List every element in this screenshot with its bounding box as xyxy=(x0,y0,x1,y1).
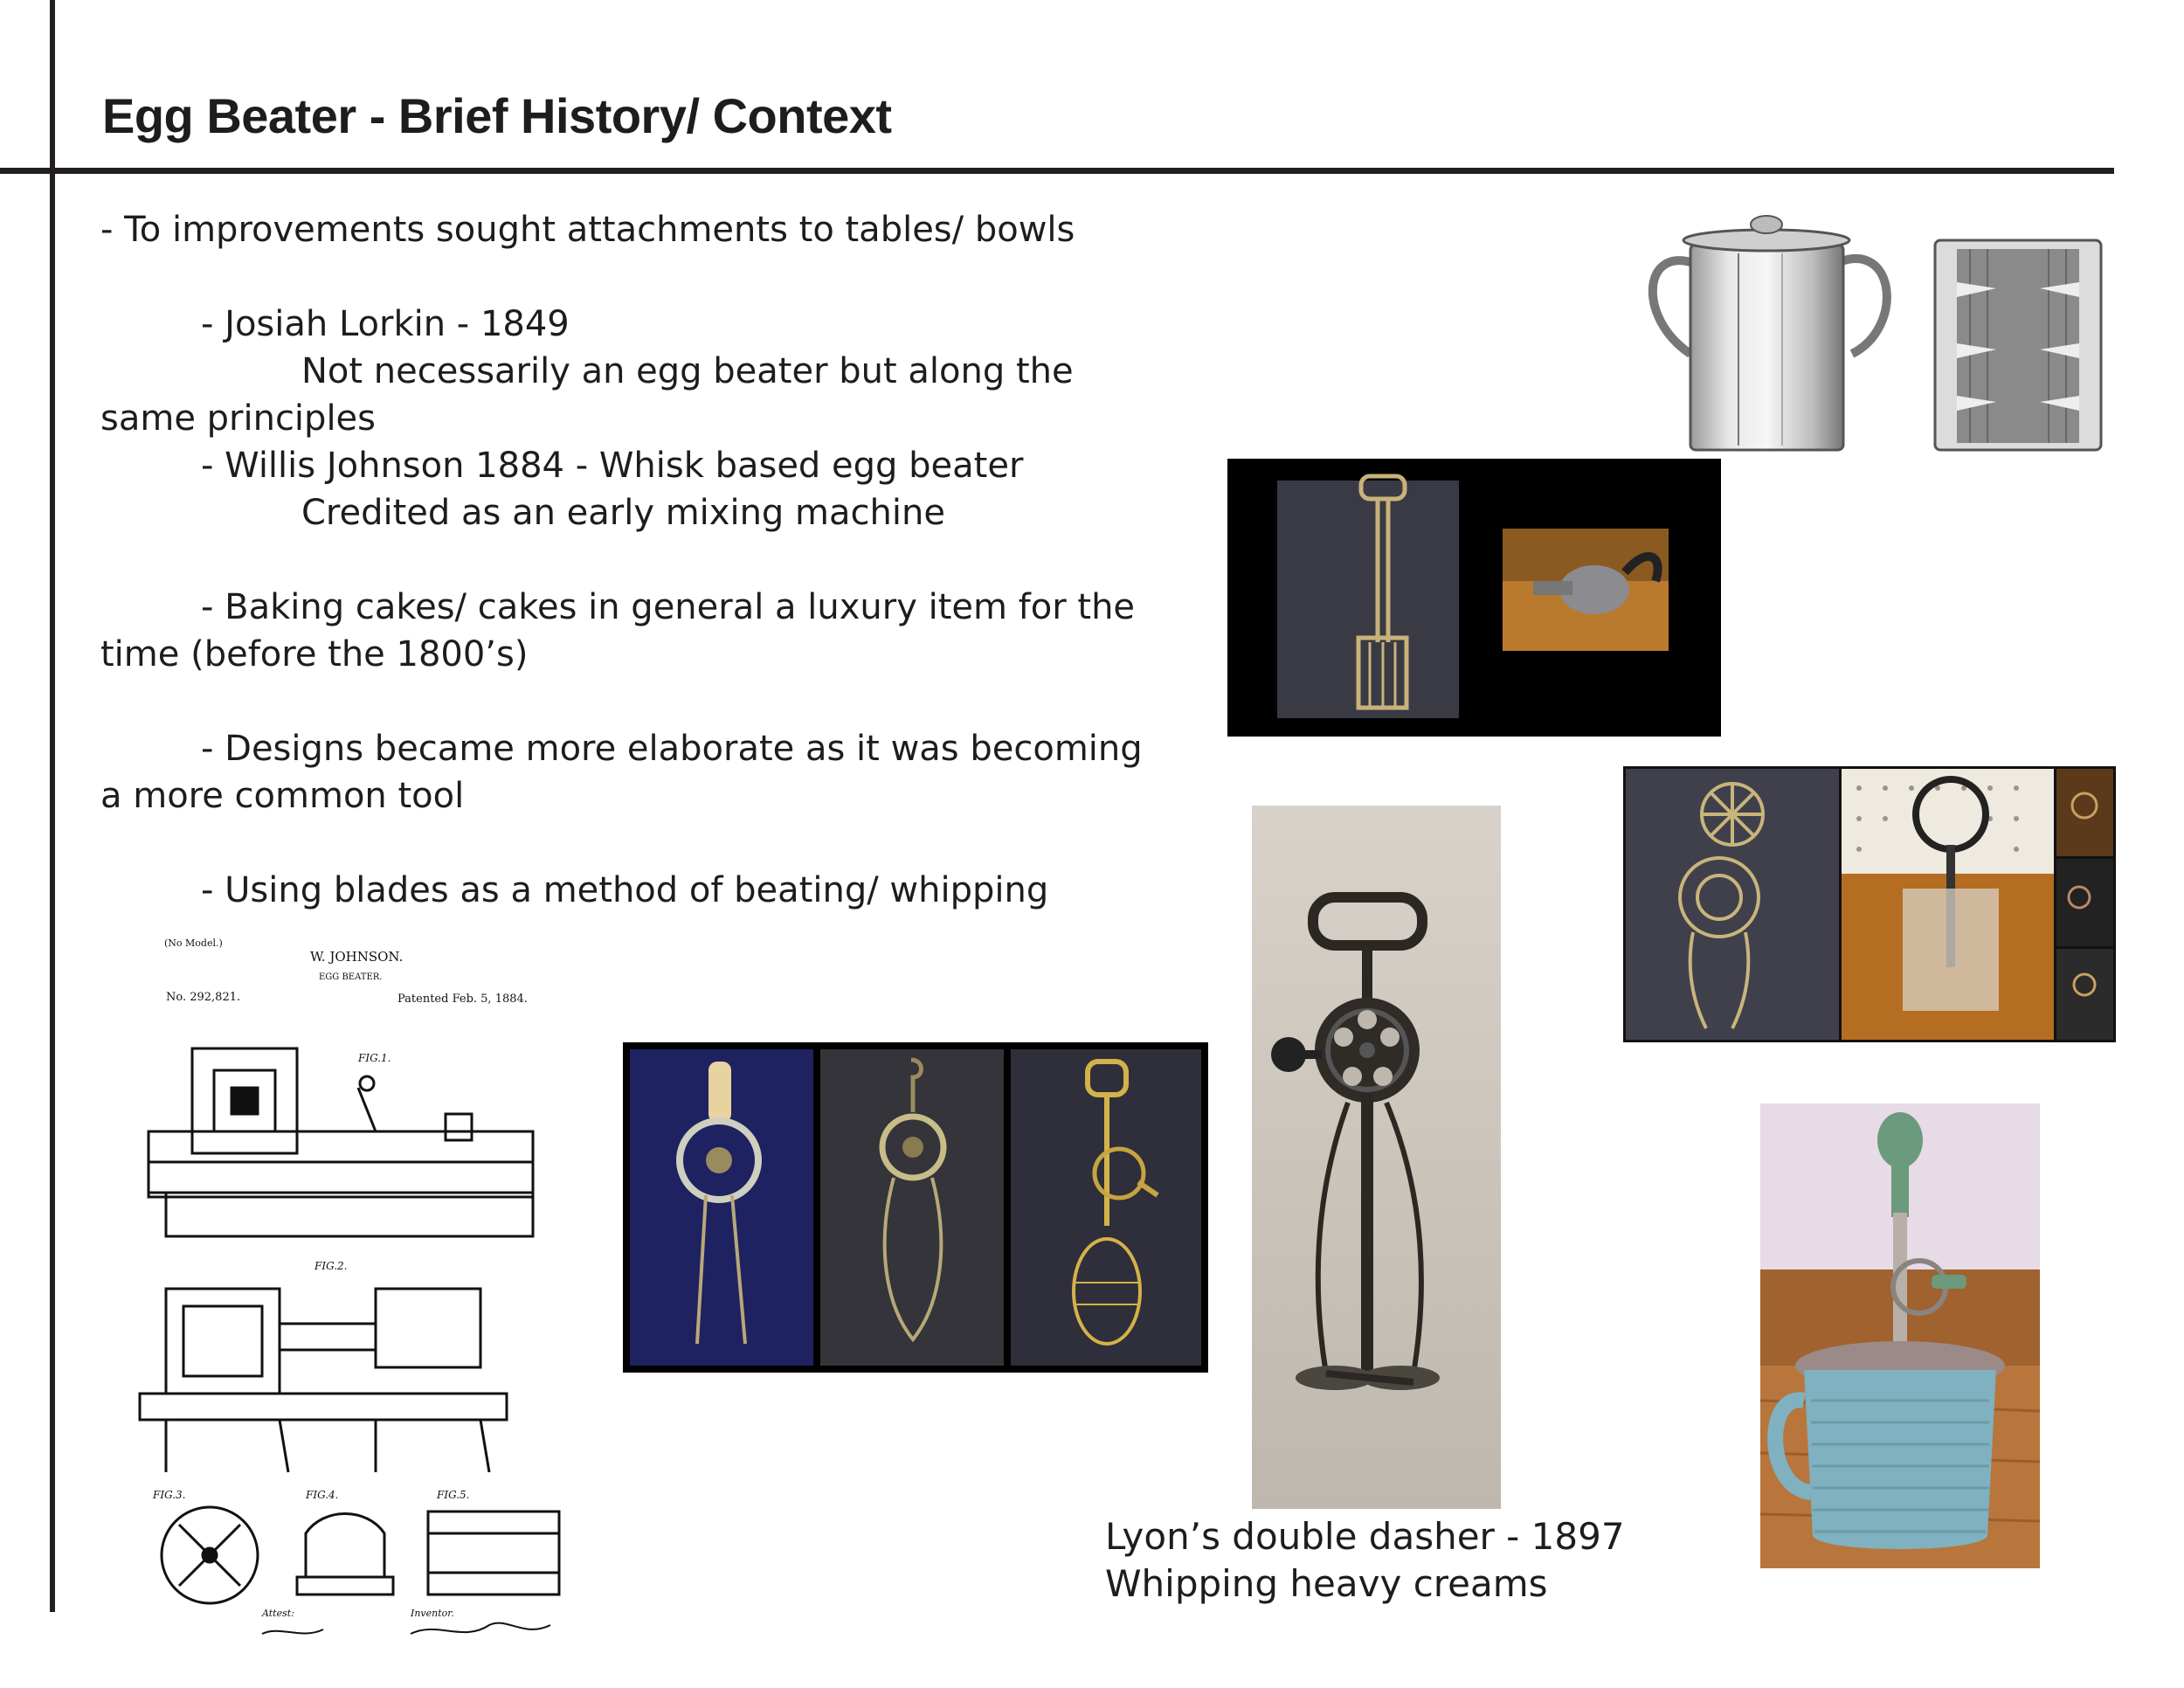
page-vertical-rule xyxy=(50,0,55,1612)
patent-subject: EGG BEATER. xyxy=(319,972,383,982)
note-line: - To improvements sought attachments to tables/ bowls xyxy=(100,210,1075,250)
patent-attest-label: Attest: xyxy=(262,1608,294,1619)
caption-line-2: Whipping heavy creams xyxy=(1105,1562,1548,1605)
note-line: Credited as an early mixing machine xyxy=(301,493,945,533)
patent-fig1-label: FIG.1. xyxy=(358,1052,391,1064)
patent-inventor-label: Inventor. xyxy=(411,1608,454,1619)
history-notes xyxy=(100,206,1192,914)
lyons-double-dasher-photo xyxy=(1252,806,1501,1509)
note-line: - Designs became more elaborate as it was becoming xyxy=(201,729,1143,769)
johnson-patent-drawing xyxy=(114,930,581,1647)
patent-inventor-name: W. JOHNSON. xyxy=(310,949,404,965)
beater-in-jug-photo xyxy=(1760,1103,2040,1568)
note-line: time (before the 1800’s) xyxy=(100,634,529,675)
whisk-and-mixer-photos xyxy=(1227,459,1721,737)
note-line: Not necessarily an egg beater but along the xyxy=(301,351,1074,391)
patent-no-model: (No Model.) xyxy=(164,937,223,949)
dasher-caption xyxy=(1105,1513,1625,1608)
engraving-churn-image xyxy=(1642,214,2110,459)
title-underline-rule xyxy=(0,168,2114,174)
note-line: - Baking cakes/ cakes in general a luxury item for the xyxy=(201,587,1136,627)
patent-date: Patented Feb. 5, 1884. xyxy=(397,993,528,1006)
rotary-beaters-triptych xyxy=(623,1042,1208,1373)
page-title: Egg Beater - Brief History/ Context xyxy=(102,88,892,143)
patent-number: No. 292,821. xyxy=(166,991,241,1004)
patent-fig3-label: FIG.3. xyxy=(153,1489,186,1501)
note-line: - Josiah Lorkin - 1849 xyxy=(201,304,570,344)
note-line: a more common tool xyxy=(100,776,465,816)
note-line: same principles xyxy=(100,398,376,439)
patent-fig5-label: FIG.5. xyxy=(437,1489,470,1501)
patent-fig4-label: FIG.4. xyxy=(306,1489,339,1501)
note-line: - Using blades as a method of beating/ whipping xyxy=(201,870,1049,910)
caption-line-1: Lyon’s double dasher - 1897 xyxy=(1105,1515,1625,1558)
patent-fig2-label: FIG.2. xyxy=(314,1260,348,1272)
note-line: - Willis Johnson 1884 - Whisk based egg beater xyxy=(201,446,1024,486)
gear-beater-collage xyxy=(1623,766,2116,1042)
